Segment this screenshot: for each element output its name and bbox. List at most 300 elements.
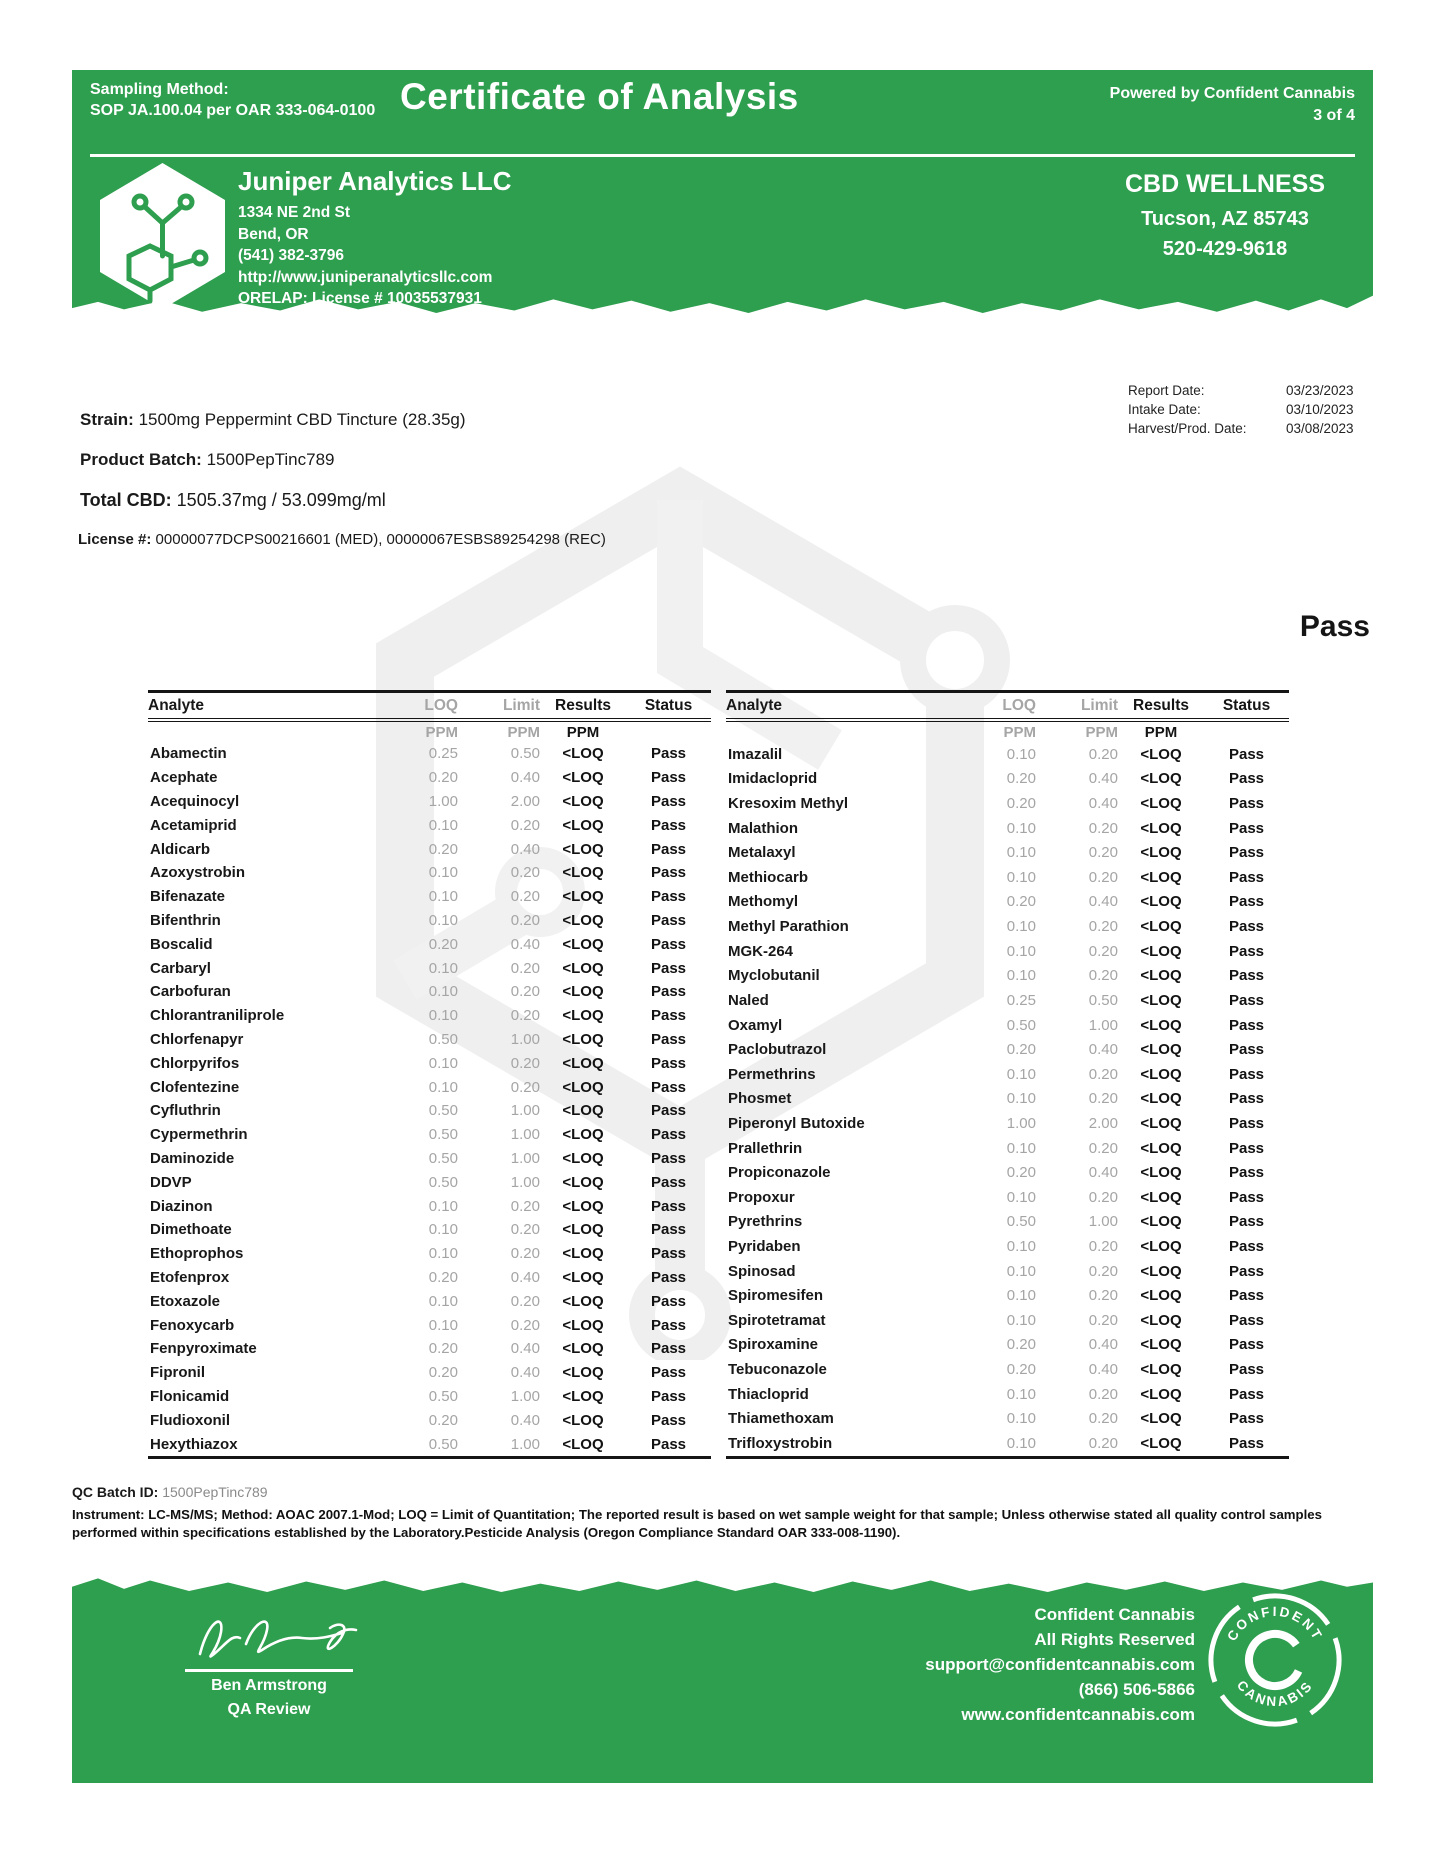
client-location: Tucson, AZ 85743 [1141, 208, 1309, 230]
cell-limit: 0.20 [1088, 1188, 1118, 1206]
cell-results: <LOQ [562, 1007, 604, 1025]
table-row [726, 1185, 1289, 1210]
harvest-date-value: 03/08/2023 [1286, 421, 1354, 436]
cell-loq: 0.10 [428, 1292, 458, 1310]
cell-limit: 1.00 [510, 1149, 540, 1167]
cell-limit: 0.40 [1088, 1361, 1118, 1379]
sampling-method [90, 79, 375, 121]
col-header-loq: LOQ [936, 692, 1036, 721]
cell-status: Pass [650, 935, 687, 953]
table-row [726, 963, 1289, 988]
header-divider [90, 154, 1355, 157]
cell-loq: 0.10 [428, 864, 458, 882]
table-row [148, 1051, 711, 1075]
qc-batch-line [72, 1484, 268, 1500]
cell-limit: 0.40 [1088, 893, 1118, 911]
cell-status: Pass [650, 1126, 687, 1144]
col-header-results: Results [540, 692, 626, 721]
cell-loq: 0.10 [1006, 967, 1036, 985]
cell-results: <LOQ [562, 1197, 604, 1215]
cell-loq: 0.20 [1006, 1361, 1036, 1379]
cell-results: <LOQ [1140, 1164, 1182, 1182]
cell-limit: 1.00 [458, 1432, 540, 1457]
powered-by: Powered by Confident Cannabis [1109, 85, 1355, 102]
cell-loq: 0.20 [428, 840, 458, 858]
cc-company: Confident Cannabis [1034, 1605, 1195, 1624]
cell-analyte: Fipronil [150, 1364, 205, 1382]
cell-results: <LOQ [1140, 1114, 1182, 1132]
cell-results: <LOQ [1140, 1385, 1182, 1403]
cell-loq: 0.10 [428, 959, 458, 977]
table-row [726, 1062, 1289, 1087]
table-row [726, 1283, 1289, 1308]
cell-results: <LOQ [562, 1268, 604, 1286]
cell-results: <LOQ [562, 816, 604, 834]
cell-limit: 0.20 [1088, 868, 1118, 886]
cell-status: Pass [1228, 1139, 1265, 1157]
cell-analyte: Imidacloprid [728, 770, 818, 788]
cell-results: <LOQ [1140, 918, 1182, 936]
cell-loq: 0.10 [1006, 918, 1036, 936]
cell-loq: 0.10 [1006, 745, 1036, 763]
cell-analyte: Pyridaben [728, 1237, 801, 1255]
confident-cannabis-contact-block [925, 1602, 1195, 1727]
cell-limit: 0.40 [1088, 1336, 1118, 1354]
cell-analyte: Fenoxycarb [150, 1316, 235, 1334]
cell-results: <LOQ [1140, 819, 1182, 837]
cell-loq: 0.50 [1006, 1016, 1036, 1034]
table-row [148, 1147, 711, 1171]
cell-loq: 0.10 [428, 1054, 458, 1072]
cell-analyte: Abamectin [150, 745, 227, 763]
cell-limit: 0.40 [510, 1268, 540, 1286]
cell-results: <LOQ [1140, 1213, 1182, 1231]
cell-limit: 0.20 [510, 1292, 540, 1310]
col-header-status: Status [1204, 692, 1289, 721]
cell-analyte: Naled [728, 991, 769, 1009]
cell-status: Pass [1228, 991, 1265, 1009]
cell-results: <LOQ [1140, 745, 1182, 763]
cell-results: <LOQ [1140, 1237, 1182, 1255]
cell-analyte: Etofenprox [150, 1268, 230, 1286]
strain-value: 1500mg Peppermint CBD Tincture (28.35g) [138, 410, 466, 429]
confident-cannabis-logo-icon [1205, 1590, 1345, 1730]
cell-limit: 0.20 [510, 1316, 540, 1334]
cell-loq: 0.10 [428, 1197, 458, 1215]
cell-results: <LOQ [562, 1221, 604, 1239]
table-row [148, 790, 711, 814]
cell-analyte: Boscalid [150, 935, 213, 953]
col-header-limit: Limit [458, 692, 540, 721]
cell-status: Pass [650, 1364, 687, 1382]
cell-results: <LOQ [1140, 1041, 1182, 1059]
sampling-method-label: Sampling Method: [90, 81, 229, 98]
cell-analyte: Methomyl [728, 893, 799, 911]
cell-limit: 0.50 [510, 745, 540, 763]
dates-block [1128, 381, 1354, 438]
cell-loq: 0.10 [1006, 868, 1036, 886]
cell-analyte: Myclobutanil [728, 967, 820, 985]
cell-status: Pass [650, 1054, 687, 1072]
cell-analyte: Carbaryl [150, 959, 211, 977]
signer-role: QA Review [227, 1701, 311, 1718]
cell-analyte: Malathion [728, 819, 798, 837]
qc-batch-value: 1500PepTinc789 [162, 1484, 268, 1500]
cell-loq: 0.10 [428, 1078, 458, 1096]
cell-loq: 0.50 [428, 1102, 458, 1120]
cell-results: <LOQ [562, 959, 604, 977]
product-batch-line [80, 450, 335, 470]
cell-results: <LOQ [562, 1364, 604, 1382]
cell-loq: 0.50 [428, 1149, 458, 1167]
cell-results: <LOQ [1140, 868, 1182, 886]
table-row [726, 1136, 1289, 1161]
cell-loq: 0.10 [428, 1221, 458, 1239]
cell-results: <LOQ [1140, 991, 1182, 1009]
unit-blank [1204, 720, 1289, 742]
cell-analyte: Etoxazole [150, 1292, 221, 1310]
cell-results: <LOQ [562, 1292, 604, 1310]
table-row [726, 865, 1289, 890]
pesticide-tables [148, 690, 1289, 1459]
cell-analyte: Thiacloprid [728, 1385, 809, 1403]
table-row [148, 1028, 711, 1052]
cell-results: <LOQ [562, 1078, 604, 1096]
cell-status: Pass [650, 1292, 687, 1310]
table-row [148, 837, 711, 861]
cell-limit: 0.40 [1088, 1041, 1118, 1059]
table-row [148, 1194, 711, 1218]
cell-limit: 0.20 [510, 911, 540, 929]
table-units-row [148, 720, 711, 742]
cell-status: Pass [1228, 1041, 1265, 1059]
table-row [726, 1234, 1289, 1259]
cell-limit: 0.40 [510, 840, 540, 858]
cell-results: <LOQ [1140, 1016, 1182, 1034]
table-row [726, 1357, 1289, 1382]
lab-phone: (541) 382-3796 [238, 247, 344, 264]
cell-status: Pass [650, 911, 687, 929]
cell-limit: 0.40 [510, 935, 540, 953]
total-cbd-value: 1505.37mg / 53.099mg/ml [176, 490, 386, 510]
cell-analyte: Propiconazole [728, 1164, 831, 1182]
cell-analyte: Methiocarb [728, 868, 809, 886]
cell-results: <LOQ [1140, 1311, 1182, 1329]
cell-loq: 0.10 [1006, 1287, 1036, 1305]
cell-analyte: Ethoprophos [150, 1245, 244, 1263]
table-row [726, 1087, 1289, 1112]
cell-results: <LOQ [1140, 1361, 1182, 1379]
table-row [148, 742, 711, 766]
unit-results-ppm: PPM [1144, 723, 1178, 741]
col-header-status: Status [626, 692, 711, 721]
cell-status: Pass [1228, 942, 1265, 960]
cell-analyte: Spinosad [728, 1262, 796, 1280]
cell-limit: 0.20 [510, 864, 540, 882]
page-title: Certificate of Analysis [400, 76, 799, 117]
cell-loq: 0.20 [428, 769, 458, 787]
cell-loq: 0.10 [428, 1316, 458, 1334]
table-row [148, 861, 711, 885]
cell-analyte: Pyrethrins [728, 1213, 803, 1231]
cell-analyte: Chlorfenapyr [150, 1030, 244, 1048]
table-header-row [726, 692, 1289, 721]
intake-date-label: Intake Date: [1128, 402, 1201, 417]
cell-loq: 0.50 [1006, 1213, 1036, 1231]
table-row [726, 1308, 1289, 1333]
cell-status: Pass [650, 1078, 687, 1096]
cell-results: <LOQ [562, 1245, 604, 1263]
table-row [726, 1210, 1289, 1235]
cell-limit: 0.20 [510, 1007, 540, 1025]
cell-limit: 0.40 [510, 1411, 540, 1429]
cell-results: <LOQ [562, 1173, 604, 1191]
cell-analyte: Thiamethoxam [728, 1410, 834, 1428]
harvest-date-row [1128, 419, 1354, 438]
cell-limit: 0.20 [1088, 819, 1118, 837]
col-header-loq: LOQ [358, 692, 458, 721]
cell-status: Pass [1228, 795, 1265, 813]
cell-results: <LOQ [562, 1316, 604, 1334]
unit-limit-ppm: PPM [1085, 723, 1118, 741]
cell-analyte: Imazalil [728, 745, 783, 763]
cell-analyte: Permethrins [728, 1065, 816, 1083]
cell-analyte: MGK-264 [728, 942, 794, 960]
pesticide-table-right [726, 690, 1289, 1459]
cell-status: Pass [650, 1030, 687, 1048]
cell-results: <LOQ [1140, 1336, 1182, 1354]
cell-results: <LOQ [540, 1432, 626, 1457]
cell-results: <LOQ [1140, 1410, 1182, 1428]
cell-results: <LOQ [1140, 770, 1182, 788]
cell-status: Pass [650, 769, 687, 787]
cell-loq: 0.10 [428, 911, 458, 929]
cell-loq: 0.50 [428, 1387, 458, 1405]
table-row [148, 1361, 711, 1385]
unit-loq-ppm: PPM [425, 723, 458, 741]
cell-results: <LOQ [562, 1126, 604, 1144]
cell-analyte: Metalaxyl [728, 844, 796, 862]
cell-limit: 0.20 [1088, 1237, 1118, 1255]
pesticide-table-left [148, 690, 711, 1459]
report-date-value: 03/23/2023 [1286, 383, 1354, 398]
lab-website: http://www.juniperanalyticsllc.com [238, 268, 493, 286]
cell-status: Pass [1228, 967, 1265, 985]
cell-analyte: Clofentezine [150, 1078, 240, 1096]
cell-loq: 1.00 [428, 792, 458, 810]
cell-limit: 0.20 [1088, 942, 1118, 960]
cell-analyte: Fludioxonil [150, 1411, 230, 1429]
cell-analyte: Trifloxystrobin [726, 1431, 936, 1457]
cell-results: <LOQ [1140, 1065, 1182, 1083]
cell-loq: 0.20 [1006, 893, 1036, 911]
cell-limit: 0.40 [510, 769, 540, 787]
cell-analyte: Chlorpyrifos [150, 1054, 240, 1072]
cell-status: Pass [1228, 1410, 1265, 1428]
cell-limit: 0.40 [1088, 1164, 1118, 1182]
cell-limit: 0.20 [1088, 1065, 1118, 1083]
cell-limit: 0.20 [1088, 1385, 1118, 1403]
cell-analyte: Acetamiprid [150, 816, 237, 834]
cell-status: Pass [650, 864, 687, 882]
cell-limit: 0.20 [1088, 1410, 1118, 1428]
cell-loq: 0.50 [428, 1030, 458, 1048]
cell-loq: 0.10 [1006, 1090, 1036, 1108]
cell-results: <LOQ [562, 983, 604, 1001]
cell-loq: 0.20 [428, 1268, 458, 1286]
strain-label: Strain: [80, 410, 134, 429]
cell-loq: 0.20 [1006, 795, 1036, 813]
cell-loq: 0.20 [1006, 1336, 1036, 1354]
table-row [148, 1313, 711, 1337]
cell-status: Pass [1228, 1336, 1265, 1354]
cell-status: Pass [1228, 893, 1265, 911]
cell-status: Pass [1228, 1065, 1265, 1083]
cell-limit: 1.00 [510, 1030, 540, 1048]
unit-blank [148, 720, 358, 742]
cell-loq: 0.50 [428, 1126, 458, 1144]
total-cbd-line [80, 490, 386, 511]
cell-results: <LOQ [1118, 1431, 1204, 1457]
cell-status: Pass [650, 1268, 687, 1286]
cell-loq: 0.10 [1006, 1262, 1036, 1280]
col-header-analyte: Analyte [148, 692, 358, 721]
cell-status: Pass [1228, 1361, 1265, 1379]
cell-loq: 0.10 [1006, 1385, 1036, 1403]
cell-status: Pass [1228, 1237, 1265, 1255]
table-row [148, 1075, 711, 1099]
qc-batch-label: QC Batch ID: [72, 1484, 159, 1500]
total-cbd-label: Total CBD: [80, 490, 172, 510]
table-row [726, 939, 1289, 964]
cell-loq: 0.50 [358, 1432, 458, 1457]
table-row [148, 766, 711, 790]
cell-limit: 1.00 [510, 1387, 540, 1405]
col-header-results: Results [1118, 692, 1204, 721]
cell-status: Pass [1228, 1090, 1265, 1108]
cell-status: Pass [1228, 1385, 1265, 1403]
cell-status: Pass [1228, 1311, 1265, 1329]
unit-blank [726, 720, 936, 742]
cell-loq: 0.20 [1006, 1164, 1036, 1182]
cell-results: <LOQ [562, 864, 604, 882]
table-row [726, 988, 1289, 1013]
table-row [726, 1259, 1289, 1284]
table-row [148, 956, 711, 980]
cell-status: Pass [650, 983, 687, 1001]
cell-analyte: Prallethrin [728, 1139, 803, 1157]
cell-status: Pass [650, 1173, 687, 1191]
cell-results: <LOQ [1140, 967, 1182, 985]
col-header-limit: Limit [1036, 692, 1118, 721]
license-line [78, 531, 606, 548]
cell-loq: 0.25 [1006, 991, 1036, 1009]
table-row [726, 1160, 1289, 1185]
cell-status: Pass [1228, 819, 1265, 837]
cell-limit: 0.20 [1088, 1139, 1118, 1157]
cell-status: Pass [1228, 1188, 1265, 1206]
cell-status: Pass [1228, 918, 1265, 936]
table-row [148, 885, 711, 909]
table-row [726, 742, 1289, 767]
client-name: CBD WELLNESS [1125, 170, 1325, 198]
cell-loq: 0.10 [428, 816, 458, 834]
strain-line [80, 410, 466, 430]
cell-analyte: Diazinon [150, 1197, 213, 1215]
cell-status: Pass [1228, 868, 1265, 886]
table-row [148, 1337, 711, 1361]
cell-loq: 0.20 [428, 935, 458, 953]
unit-limit-ppm: PPM [507, 723, 540, 741]
cell-analyte: Bifenthrin [150, 911, 221, 929]
cell-status: Pass [1228, 844, 1265, 862]
cell-loq: 0.10 [428, 1245, 458, 1263]
cell-status: Pass [1228, 745, 1265, 763]
cell-analyte: Chlorantraniliprole [150, 1007, 285, 1025]
cell-status: Pass [1228, 770, 1265, 788]
cell-loq: 0.10 [1006, 1311, 1036, 1329]
cell-loq: 0.10 [936, 1431, 1036, 1457]
cell-limit: 1.00 [510, 1173, 540, 1191]
cell-status: Pass [650, 816, 687, 834]
cell-analyte: Acequinocyl [150, 792, 240, 810]
cell-loq: 0.10 [1006, 1065, 1036, 1083]
cell-status: Pass [1204, 1431, 1289, 1457]
lab-address-line2: Bend, OR [238, 225, 309, 243]
cell-analyte: Piperonyl Butoxide [728, 1114, 865, 1132]
cell-limit: 0.20 [510, 816, 540, 834]
table-row [726, 791, 1289, 816]
table-row [148, 1218, 711, 1242]
cell-status: Pass [1228, 1114, 1265, 1132]
cell-analyte: Spirotetramat [728, 1311, 826, 1329]
table-row [726, 914, 1289, 939]
cell-results: <LOQ [1140, 844, 1182, 862]
table-row [148, 1170, 711, 1194]
cell-limit: 0.20 [1088, 1287, 1118, 1305]
cell-limit: 0.20 [510, 983, 540, 1001]
cell-analyte: Cypermethrin [150, 1126, 248, 1144]
table-row [148, 1432, 711, 1457]
cell-limit: 1.00 [1088, 1016, 1118, 1034]
cell-analyte: Methyl Parathion [728, 918, 849, 936]
table-row [726, 1111, 1289, 1136]
intake-date-row [1128, 400, 1354, 419]
license-label: License #: [78, 531, 152, 548]
signer-name: Ben Armstrong [211, 1677, 327, 1694]
cell-limit: 0.20 [1036, 1431, 1118, 1457]
table-row [148, 1385, 711, 1409]
cell-analyte: Daminozide [150, 1149, 235, 1167]
cell-loq: 0.20 [428, 1340, 458, 1358]
cell-results: <LOQ [562, 888, 604, 906]
table-row [726, 767, 1289, 792]
juniper-analytics-logo-icon [95, 161, 230, 311]
cell-results: <LOQ [562, 840, 604, 858]
cell-loq: 0.10 [1006, 844, 1036, 862]
harvest-date-label: Harvest/Prod. Date: [1128, 421, 1247, 436]
overall-status-pass: Pass [1299, 610, 1370, 643]
cell-analyte: Kresoxim Methyl [728, 795, 849, 813]
cell-status: Pass [650, 1411, 687, 1429]
cell-limit: 0.20 [1088, 918, 1118, 936]
cell-status: Pass [650, 1340, 687, 1358]
cell-limit: 2.00 [1088, 1114, 1118, 1132]
cell-results: <LOQ [1140, 1139, 1182, 1157]
table-row [726, 1431, 1289, 1457]
cell-results: <LOQ [562, 792, 604, 810]
license-value: 00000077DCPS00216601 (MED), 00000067ESBS89254298 (REC) [155, 531, 606, 548]
